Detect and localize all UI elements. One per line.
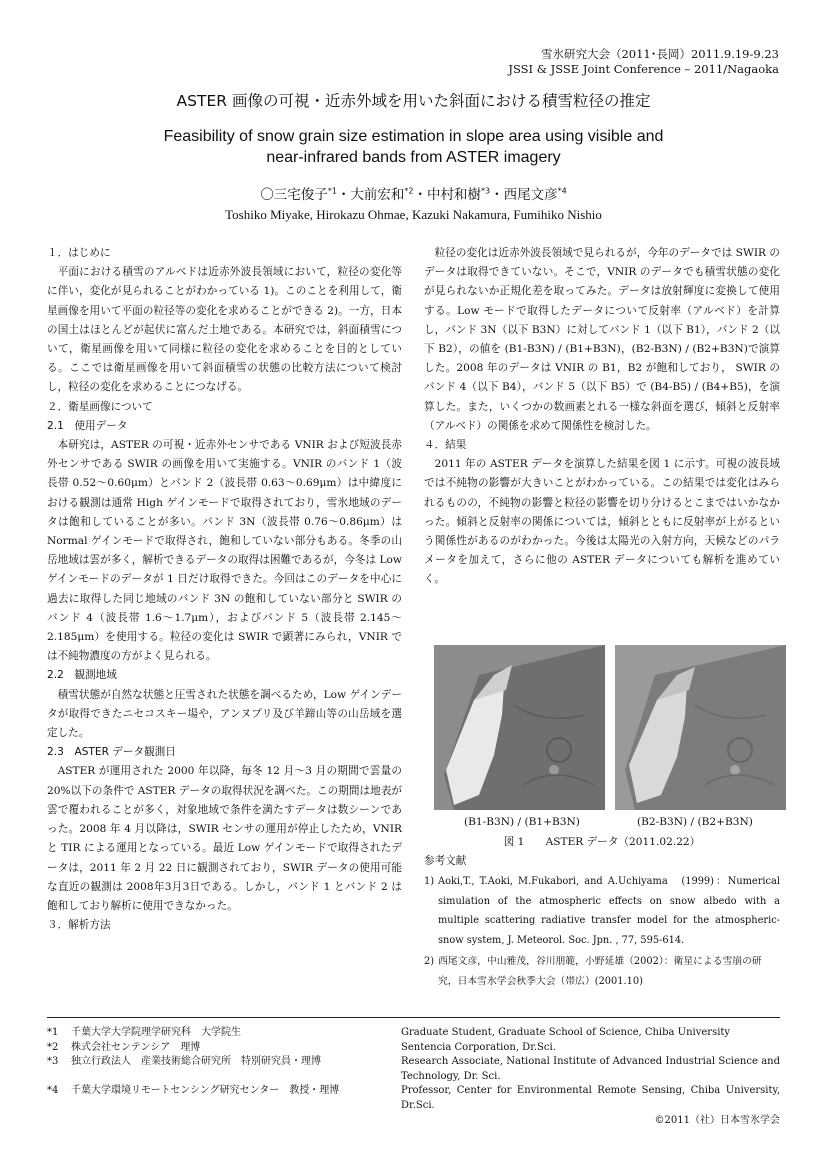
- satellite-image-b2-b3n: [615, 645, 786, 810]
- author-2: ・大前宏和: [336, 187, 405, 203]
- footnote-3-mark: *3: [47, 1056, 59, 1068]
- section-2-2-heading: 2.2 観測地域: [47, 669, 117, 682]
- section-3-paragraph: 粒径の変化は近赤外波長領域で見られるが，今年のデータでは SWIR のデータは取得できていない。そこで，VNIR のデータでも積雪状態の変化が見られないか正規化差を取ってみた。データは放射輝度に変換して使用する。Low モードで取得したデータについて反射率（アルベド）を計算し，バンド 3N（以下 B3N）に対してバンド 1（以下 B1），バンド 2（以下 B2），の値を (B1-B3N) / (B1+B3N)，(B2-B3N) / (B2+B3N)で演算した。2008 年のデータは VNIR の B1，B2 が飽和しており， SWIR のバンド 4（以下 B4），バンド 5（以下 B5）で (B4-B5) / (B4+B5)，を演算した。また，いくつかの数画素とれる一様な斜面を選び，傾斜と反射率（アルベド）の関係を求めて関係性を検討した。: [424, 247, 780, 432]
- figure-1-images: [434, 645, 786, 810]
- section-2-3-paragraph: ASTER が運用された 2000 年以降，毎冬 12 月〜3 月の期間で雲量の 20%以下の条件で ASTER データの取得状況を調べた。この期間は地表が雲で覆われることが多く，対象地域で条件を満たすデータは数シーンであった。2008 年 4 月以降は，SWIR センサの運用が停止したため，VNIR と TIR による運用となっている。最近 Low ゲインモードで取得されたデータは，2011 年 2 月 22 日に観測されており，SWIR データの使用可能な直近の観測は 2008年3月3日である。しかし，バンド 1 とバンド 2 は飽和しており解析に使用できなかった。: [47, 765, 402, 912]
- footnote-2-mark: *2: [47, 1041, 59, 1053]
- references-heading: 参考文献: [424, 855, 467, 867]
- footnote-1-mark: *1: [47, 1027, 59, 1038]
- section-2-heading: ２．衛星画像について: [47, 400, 153, 413]
- footnote-4-ja: 千葉大学環境リモートセンシング研究センター 教授・理博: [71, 1085, 340, 1097]
- author-1: 〇三宅俊子: [260, 187, 328, 203]
- footnote-3-en: Research Associate, National Institute of Advanced Industrial Science and Technology, Dr. Sci.: [401, 1056, 780, 1082]
- author-4-mark: *4: [557, 186, 567, 196]
- section-1-paragraph: 平面における積雪のアルベドは近赤外波長領域において，粒径の変化等に伴い，変化が見られることがわかっている 1)。このことを利用して，衛星画像を用いて平面の粒径等の変化を求めることができる 2)。一方，日本の国土はほとんどが起伏に富んだ土地である。本研究では，斜面積雪について，衛星画像を用いて同様に粒径の変化を求めることを目的としている。ここでは衛星画像を用いて斜面積雪の状態の比較方法について検討し，粒径の変化を求めることにつなげる。: [47, 266, 402, 394]
- author-3: ・中村和樹: [413, 187, 481, 203]
- reference-1-text: Aoki,T., T.Aoki, M.Fukabori, and A.Uchiyama (1999)：Numerical simulation of the atmospheric effects on snow albedo with a multiple scattering radiative transfer model for the atmospheric-snow system, J. Meteorol. Soc. Jpn. , 77, 595-614.: [438, 876, 780, 946]
- footnote-3-ja: 独立行政法人 産業技術総合研究所 特別研究員・理博: [71, 1056, 321, 1068]
- conference-en: JSSI & JSSE Joint Conference – 2011/Nagaoka: [508, 62, 779, 76]
- footnote-4-mark: *4: [47, 1085, 59, 1097]
- authors-english: Toshiko Miyake, Hirokazu Ohmae, Kazuki Nakamura, Fumihiko Nishio: [225, 207, 602, 222]
- section-2-1-paragraph: 本研究は，ASTER の可視・近赤外センサである VNIR および短波長赤外センサである SWIR の画像を用いて実施する。VNIR のバンド 1（波長帯 0.52〜0.60μm）とバンド 2（波長帯 0.63〜0.69μm）は中緯度における観測は通常 High ゲインモードで取得されており，雪氷地域のデータは飽和していることが多い。バンド 3N（波長帯 0.76〜0.86μm）は Normal ゲインモードで取得され，飽和していない部分もある。冬季の山岳地域は雲が多く，解析できるデータの取得は困難であるが，今冬は Low ゲインモードのデータが 1 日だけ取得できた。今回はこのデータを中心に過去に取得した同じ地域のバンド 3N の飽和していない部分と SWIR のバンド 4（波長帯 1.6〜1.7μm），およびバンド 5（波長帯 2.145〜2.185μm）を使用する。粒径の変化は SWIR で顕著にみられ，VNIR では不純物濃度の方がよく見られる。: [47, 439, 402, 663]
- figure-label-left: (B1-B3N) / (B1+B3N): [464, 816, 580, 828]
- conference-ja: 雪氷研究大会（2011･長岡）2011.9.19-9.23: [540, 47, 779, 61]
- title-english: [120, 126, 707, 168]
- author-4: ・西尾文彦: [490, 187, 558, 203]
- footnote-divider: [47, 1017, 780, 1018]
- reference-2-text: 西尾文彦，中山雅茂，谷川朋範，小野延雄（2002）：衛星による雪崩の研究，日本雪氷学会秋季大会（帯広）(2001.10): [438, 956, 762, 987]
- right-column: [424, 244, 780, 590]
- footnotes-english: [401, 1026, 780, 1128]
- reference-2-number: 2): [424, 956, 435, 967]
- figure-label-right: (B2-B3N) / (B2+B3N): [637, 816, 753, 828]
- section-2-2-paragraph: 積雪状態が自然な状態と圧雪された状態を調べるため，Low ゲインデータが取得できたニセコスキー場や，アンヌプリ及び羊蹄山等の山岳域を選定した。: [47, 688, 402, 740]
- reference-1-number: 1): [424, 876, 435, 887]
- title-japanese: ASTER 画像の可視・近赤外域を用いた斜面における積雪粒径の推定: [176, 92, 651, 110]
- author-3-mark: *3: [481, 186, 491, 196]
- section-4-heading: ４．結果: [424, 439, 467, 452]
- references-list: [424, 872, 780, 991]
- figure-caption: 図 1 ASTER データ（2011.02.22）: [503, 836, 701, 848]
- footnotes-japanese: [47, 1026, 397, 1099]
- satellite-image-b1-b3n: [434, 645, 605, 810]
- section-1-heading: １．はじめに: [47, 247, 111, 259]
- conference-header: [508, 47, 779, 77]
- footnote-4-en: Professor, Center for Environmental Remote Sensing, Chiba University, Dr.Sci.: [401, 1085, 780, 1111]
- copyright: ©2011（社）日本雪氷学会: [654, 1114, 780, 1126]
- author-1-mark: *1: [327, 186, 337, 196]
- title-english-line2: near-infrared bands from ASTER imagery: [266, 149, 561, 166]
- title-english-line1: Feasibility of snow grain size estimation in slope area using visible and: [163, 128, 664, 145]
- authors-japanese: [0, 183, 827, 203]
- reference-2: [424, 952, 780, 991]
- section-2-3-heading: 2.3 ASTER データ観測日: [47, 746, 176, 759]
- section-2-1-heading: 2.1 使用データ: [47, 419, 128, 432]
- footnote-1-en: Graduate Student, Graduate School of Science, Chiba University: [401, 1027, 731, 1038]
- reference-1: [424, 872, 780, 950]
- footnote-1-ja: 千葉大学大学院理学研究科 大学院生: [71, 1027, 241, 1038]
- author-2-mark: *2: [404, 186, 414, 196]
- left-column: [47, 244, 402, 935]
- section-3-heading: ３．解析方法: [47, 919, 111, 932]
- footnote-2-en: Sentencia Corporation, Dr.Sci.: [401, 1041, 556, 1053]
- section-4-paragraph: 2011 年の ASTER データを演算した結果を図 1 に示す。可視の波長域では不純物の影響が大きいことがわかっている。この結果では変化はみられるものの，不純物の影響と粒径の影響を切り分けるとこまではいかなかった。傾斜と反射率の関係については，傾斜とともに反射率が上がるという関係性があるのがわかった。今後は太陽光の入射方向，天候などのパラメータを加えて，さらに他の ASTER データについても解析を進めていく。: [424, 458, 780, 586]
- footnote-2-ja: 株式会社センテンシア 理博: [71, 1041, 201, 1053]
